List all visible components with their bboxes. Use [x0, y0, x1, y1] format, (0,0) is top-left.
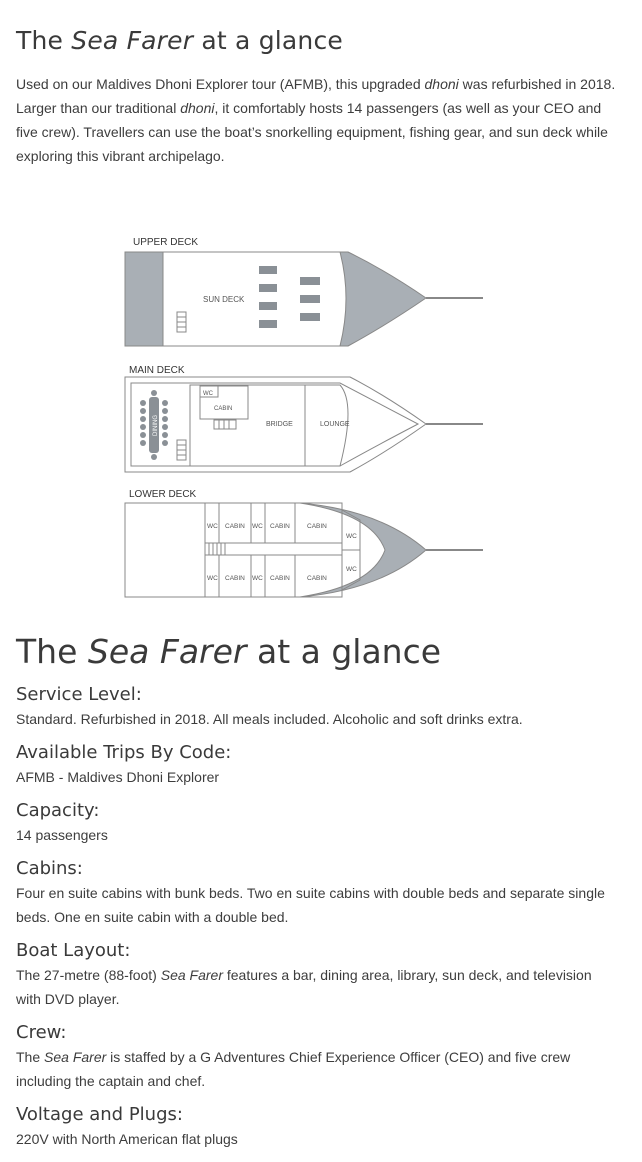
spec-value: 14 passengers — [16, 827, 108, 843]
section-title: The Sea Farer at a glance — [16, 632, 442, 671]
spec-crew — [16, 1021, 616, 1093]
lower-cabin-label: CABIN — [270, 575, 290, 582]
spec-trips — [16, 741, 616, 789]
boat-name: Sea Farer — [71, 26, 194, 55]
lower-cabin-label: CABIN — [307, 523, 327, 530]
spec-voltage — [16, 1103, 616, 1151]
deck-plan-diagram — [120, 228, 500, 608]
main-wc-label: WC — [203, 391, 213, 397]
spec-label: Voltage and Plugs: — [16, 1104, 183, 1125]
spec-value: 220V with North American flat plugs — [16, 1131, 238, 1147]
spec-label: Service Level: — [16, 684, 142, 705]
boat-name: Sea Farer — [87, 632, 247, 671]
lower-cabin-label: CABIN — [225, 575, 245, 582]
spec-capacity — [16, 799, 616, 847]
spec-label: Boat Layout: — [16, 940, 131, 961]
spec-value: The 27-metre (88-foot) Sea Farer features a bar, dining area, library, sun deck, and television with DVD player. — [16, 967, 592, 1007]
lower-wc-label: WC — [252, 575, 263, 582]
upper-deck-label: UPPER DECK — [133, 237, 199, 248]
sun-deck-label: SUN DECK — [203, 295, 245, 304]
lounge-label: LOUNGE — [320, 421, 350, 428]
main-deck-label: MAIN DECK — [129, 365, 185, 376]
spec-label: Capacity: — [16, 800, 100, 821]
main-cabin-label: CABIN — [214, 406, 233, 412]
spec-value: AFMB - Maldives Dhoni Explorer — [16, 769, 220, 785]
spec-label: Available Trips By Code: — [16, 742, 232, 763]
dining-label: DINING — [153, 415, 159, 436]
spec-boat-layout — [16, 939, 616, 1011]
page-title: The Sea Farer at a glance — [16, 26, 344, 55]
lower-deck — [125, 503, 483, 597]
lower-wc-label: WC — [252, 523, 263, 530]
spec-cabins — [16, 857, 616, 929]
spec-value: The Sea Farer is staffed by a G Adventures Chief Experience Officer (CEO) and five crew including the captain and chef. — [16, 1049, 571, 1089]
spec-value: Standard. Refurbished in 2018. All meals included. Alcoholic and soft drinks extra. — [16, 711, 523, 727]
lower-wc-label: WC — [207, 575, 218, 582]
specs-list — [16, 683, 616, 1161]
lower-wc-label: WC — [346, 566, 357, 573]
lower-wc-label: WC — [346, 533, 357, 540]
bridge-label: BRIDGE — [266, 421, 293, 428]
spec-service-level — [16, 683, 616, 731]
spec-value: Four en suite cabins with bunk beds. Two en suite cabins with double beds and separate single beds. One en suite cabin with a double bed. — [16, 885, 605, 925]
lower-cabin-label: CABIN — [270, 523, 290, 530]
lower-cabin-label: CABIN — [307, 575, 327, 582]
main-deck — [125, 377, 483, 472]
spec-label: Crew: — [16, 1022, 67, 1043]
lower-deck-label: LOWER DECK — [129, 489, 197, 500]
intro-paragraph: Used on our Maldives Dhoni Explorer tour (AFMB), this upgraded dhoni was refurbished in 2018. Larger than our traditional dhoni, it comfortably hosts 14 passengers (as well as your CEO and five crew). Travellers can use the boat’s snorkelling equipment, fishing gear, and sun deck while exploring this vibrant archipelago. — [16, 76, 616, 164]
lower-cabin-label: CABIN — [225, 523, 245, 530]
upper-deck — [125, 252, 483, 346]
spec-label: Cabins: — [16, 858, 83, 879]
lower-wc-label: WC — [207, 523, 218, 530]
